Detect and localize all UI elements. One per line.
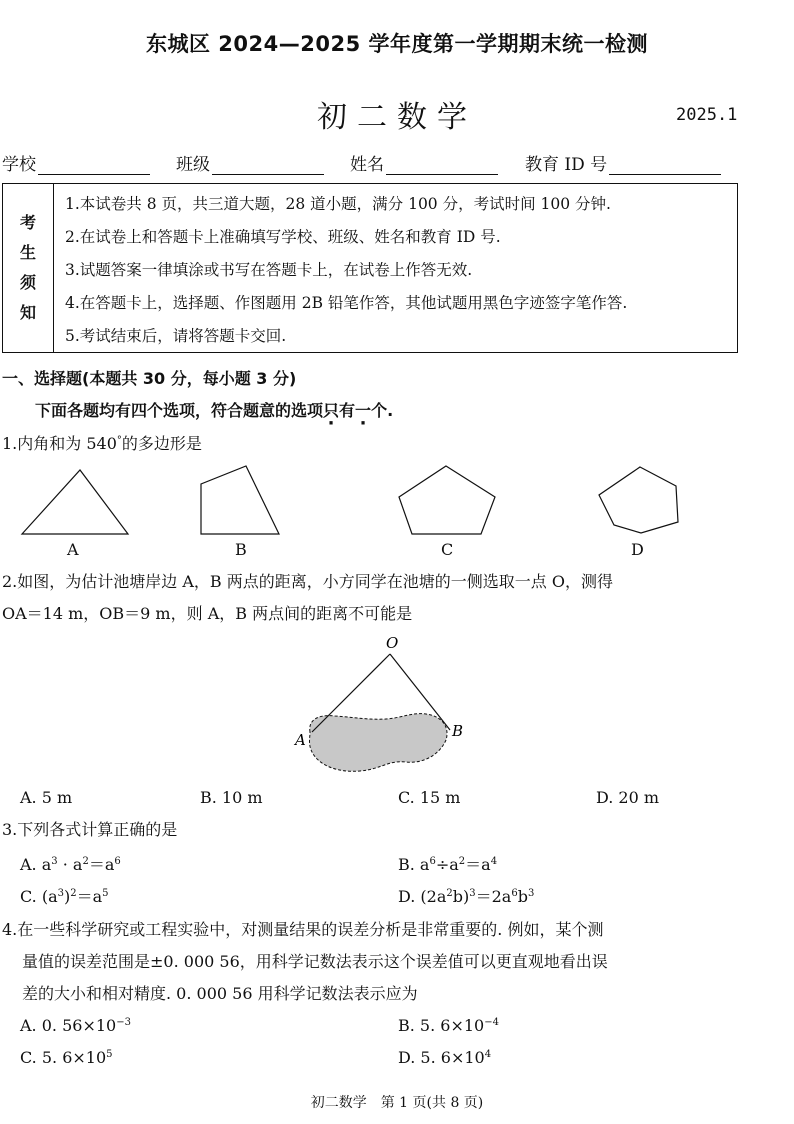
- question-3-option-c[interactable]: C. $(a^3)^2=a^5$: [20, 887, 109, 906]
- class-field: [176, 150, 324, 175]
- name-label: 姓名: [350, 155, 384, 175]
- pentagon-shape: [399, 466, 495, 534]
- notice-item: 1.本试卷共 8 页，共三道大题，28 道小题，满分 100 分，考试时间 100 分钟.: [65, 195, 611, 213]
- question-4-option-c[interactable]: C. 5. $6\times 10^5$: [20, 1048, 113, 1067]
- section-instruction: 下面各题均有四个选项，符合题意的选项只有一个.: [35, 401, 394, 420]
- edu-id-blank[interactable]: [609, 156, 721, 175]
- question-3-option-a[interactable]: A. $a^3 \cdot a^2=a^6$: [20, 855, 121, 874]
- question-2-line-1: 2.如图，为估计池塘岸边 A，B 两点的距离，小方同学在池塘的一侧选取一点 O，测得: [2, 572, 613, 591]
- edu-id-label: 教育 ID 号: [525, 155, 608, 175]
- notice-box: [2, 183, 738, 353]
- point-b-label: B: [452, 722, 464, 740]
- notice-item: 4.在答题卡上，选择题、作图题用 2B 铅笔作答，其他试题用黑色字迹签字笔作答.: [65, 294, 628, 312]
- option-label-b[interactable]: B: [235, 540, 247, 559]
- school-blank[interactable]: [38, 156, 150, 175]
- class-blank[interactable]: [212, 156, 324, 175]
- page-footer: 初二数学 第 1 页(共 8 页): [310, 1095, 484, 1111]
- school-field: [2, 150, 150, 175]
- option-label-a[interactable]: A: [67, 540, 79, 559]
- exam-date: 2025.1: [676, 105, 738, 125]
- school-label: 学校: [2, 155, 36, 175]
- question-4-option-b[interactable]: B. 5. $6\times 10^{-4}$: [398, 1016, 499, 1035]
- name-field: [350, 150, 498, 175]
- question-1-figures: [0, 462, 794, 542]
- question-2-option-b[interactable]: B. 10 m: [200, 788, 263, 807]
- notice-item: 5.考试结束后，请将答题卡交回.: [65, 327, 287, 345]
- question-2-option-d[interactable]: D. 20 m: [596, 788, 660, 807]
- pond-shape: [310, 714, 448, 772]
- question-4-line-1: 4.在一些科学研究或工程实验中，对测量结果的误差分析是非常重要的. 例如，某个测: [2, 920, 604, 939]
- notice-item: 2.在试卷上和答题卡上准确填写学校、班级、姓名和教育 ID 号.: [65, 228, 501, 246]
- question-2-option-c[interactable]: C. 15 m: [398, 788, 461, 807]
- notice-list: [65, 188, 627, 353]
- question-4-option-a[interactable]: A. 0. $56\times 10^{-3}$: [20, 1016, 131, 1035]
- question-4-option-d[interactable]: D. 5. $6\times 10^4$: [398, 1048, 492, 1067]
- subject-title: 初二数学: [317, 100, 477, 135]
- option-label-d[interactable]: D: [631, 540, 644, 559]
- question-3-option-b[interactable]: B. $a^6\div a^2=a^4$: [398, 855, 498, 874]
- pond-diagram: [290, 632, 470, 777]
- quadrilateral-shape: [201, 466, 279, 534]
- notice-heading: 考 生 须 知: [3, 184, 54, 352]
- section-heading: 一、选择题(本题共 30 分，每小题 3 分): [2, 369, 297, 388]
- edu-id-field: [525, 150, 721, 175]
- triangle-shape: [22, 470, 128, 534]
- question-1-text: 1.内角和为 540°的多边形是: [2, 434, 202, 453]
- point-o-label: O: [386, 634, 399, 652]
- question-4-line-3: 差的大小和相对精度. 0. 000 56 用科学记数法表示应为: [22, 984, 418, 1003]
- question-2-option-a[interactable]: A. 5 m: [20, 788, 73, 807]
- notice-item: 3.试题答案一律填涂或书写在答题卡上，在试卷上作答无效.: [65, 261, 473, 279]
- name-blank[interactable]: [386, 156, 498, 175]
- hexagon-shape: [599, 467, 678, 533]
- question-2-line-2: OA＝14 m，OB＝9 m，则 A，B 两点间的距离不可能是: [2, 604, 413, 623]
- question-3-option-d[interactable]: D. $(2a^2b)^3=2a^6b^3$: [398, 887, 535, 906]
- question-3-text: 3.下列各式计算正确的是: [2, 820, 178, 839]
- class-label: 班级: [176, 155, 210, 175]
- exam-title: 东城区 2024—2025 学年度第一学期期末统一检测: [145, 32, 648, 56]
- option-label-c[interactable]: C: [441, 540, 454, 559]
- question-4-line-2: 量值的误差范围是±0. 000 56，用科学记数法表示这个误差值可以更直观地看出误: [22, 952, 608, 971]
- point-a-label: A: [295, 731, 306, 749]
